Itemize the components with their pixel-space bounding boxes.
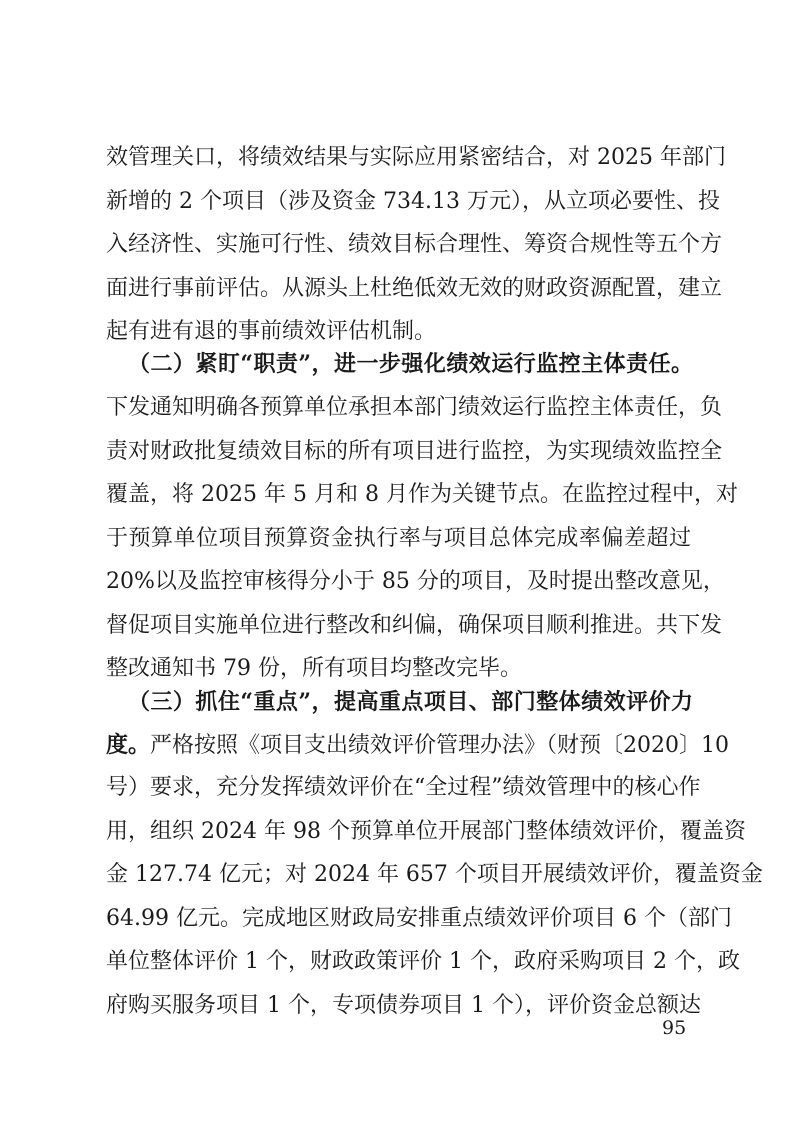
text-line-21: 府购买服务项目 1 个，专项债券项目 1 个），评价资金总额达 bbox=[106, 993, 701, 1018]
text-line-16: 号）要求，充分发挥绩效评价在“全过程”绩效管理中的核心作 bbox=[106, 775, 701, 800]
section-heading-3: （三）抓住“重点”，提高重点项目、部门整体绩效评价力 bbox=[128, 689, 693, 715]
text-line-10: 于预算单位项目预算资金执行率与项目总体完成率偏差超过 bbox=[106, 526, 691, 551]
text-line-7: 下发通知明确各预算单位承担本部门绩效运行监控主体责任，负 bbox=[106, 395, 723, 420]
text-line-8: 责对财政批复绩效目标的所有项目进行监控，为实现绩效监控全 bbox=[106, 439, 723, 464]
text-line-4: 面进行事前评估。从源头上杜绝低效无效的财政资源配置，建立 bbox=[106, 276, 723, 301]
text-line-19: 64.99 亿元。完成地区财政局安排重点绩效评价项目 6 个（部门 bbox=[106, 906, 732, 931]
text-line-20: 单位整体评价 1 个，财政政策评价 1 个，政府采购项目 2 个，政 bbox=[106, 949, 740, 974]
text-line-2: 新增的 2 个项目（涉及资金 734.13 万元），从立项必要性、投 bbox=[106, 189, 720, 214]
text-line-3: 入经济性、实施可行性、绩效目标合理性、筹资合规性等五个方 bbox=[106, 232, 723, 257]
text-line-5: 起有进有退的事前绩效评估机制。 bbox=[106, 319, 437, 344]
page-number: 95 bbox=[662, 1017, 687, 1039]
text-line-17: 用，组织 2024 年 98 个预算单位开展部门整体绩效评价，覆盖资 bbox=[106, 819, 746, 844]
text-line-18: 金 127.74 亿元；对 2024 年 657 个项目开展绩效评价，覆盖资金 bbox=[106, 862, 763, 887]
text-line-15: 度。严格按照《项目支出绩效评价管理办法》（财预〔2020〕10 bbox=[106, 732, 729, 758]
text-line-13: 整改通知书 79 份，所有项目均整改完毕。 bbox=[106, 656, 522, 681]
text-line-12: 督促项目实施单位进行整改和纠偏，确保项目顺利推进。共下发 bbox=[106, 613, 723, 638]
section-heading-2: （二）紧盯“职责”，进一步强化绩效运行监控主体责任。 bbox=[128, 351, 693, 377]
text-line-1: 效管理关口，将绩效结果与实际应用紧密结合，对 2025 年部门 bbox=[106, 145, 726, 170]
text-line-11: 20%以及监控审核得分小于 85 分的项目，及时提出整改意见， bbox=[106, 569, 725, 594]
text-line-9: 覆盖，将 2025 年 5 月和 8 月作为关键节点。在监控过程中，对 bbox=[106, 482, 738, 507]
